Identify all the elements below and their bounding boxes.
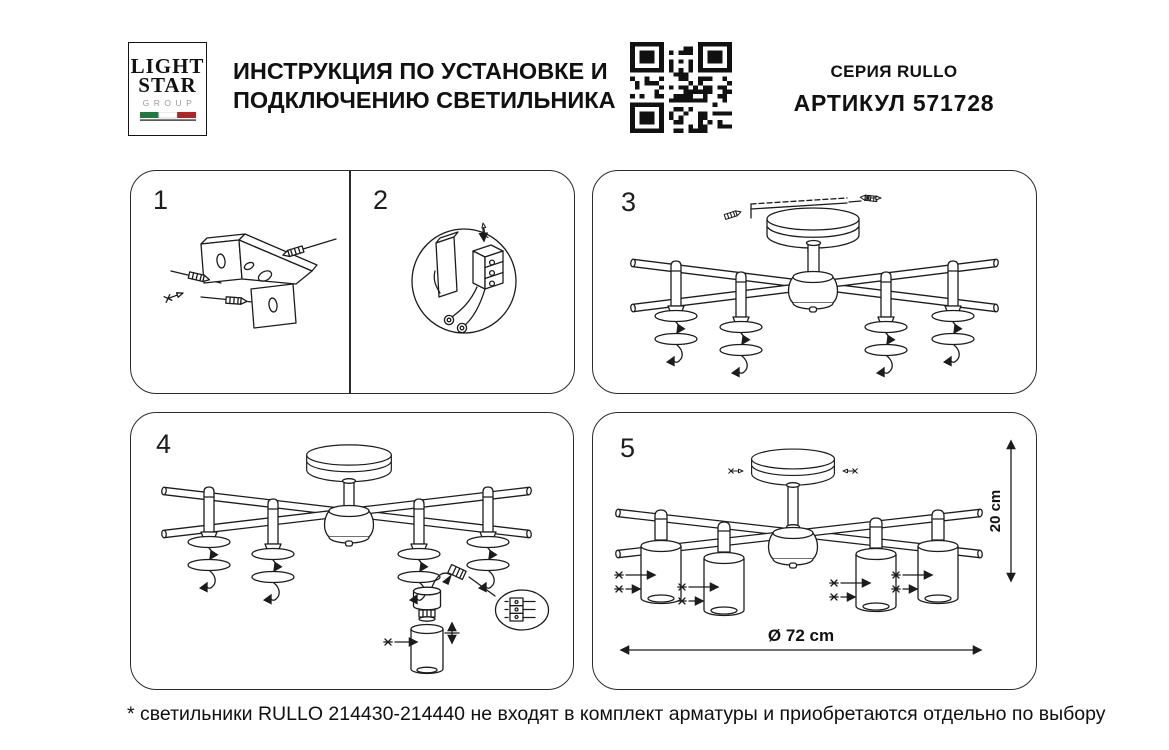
brand-logo <box>128 42 207 136</box>
step-panel-3 <box>592 170 1037 394</box>
lamp-shade <box>411 625 443 674</box>
flag-white-segment <box>158 112 177 118</box>
step-number-5: 5 <box>620 433 636 463</box>
height-dimension-label: 20 cm <box>987 489 1004 533</box>
height-dimension <box>987 441 1011 581</box>
asterisk-mark <box>384 639 392 645</box>
terminal-block <box>473 245 503 289</box>
screw-icon <box>729 469 743 474</box>
step-panel-1-2 <box>130 170 575 394</box>
page-title <box>233 57 616 114</box>
logo-light: LIGHT <box>130 54 205 78</box>
hub <box>769 528 818 569</box>
steps-1-2-drawing <box>131 171 574 393</box>
lamp-hanger <box>932 261 974 362</box>
wire-lug <box>457 323 466 332</box>
lamp-shade <box>641 510 681 604</box>
product-info <box>788 62 1000 117</box>
dowel-icon <box>226 297 247 305</box>
dowel-icon <box>724 209 742 219</box>
terminal-detail-bubble <box>496 590 549 630</box>
shade-assembly-drawing <box>131 413 573 689</box>
hub <box>789 272 838 313</box>
lamp-shade <box>856 518 896 612</box>
flag-red-segment <box>177 112 196 118</box>
article-number: АРТИКУЛ 571728 <box>793 90 995 116</box>
stem <box>787 483 800 530</box>
logo-flag <box>140 112 196 121</box>
mounting-bracket-drawing <box>164 234 336 328</box>
lamp-hanger <box>467 487 509 588</box>
move-arrow-icon <box>445 623 459 643</box>
title-line-1: ИНСТРУКЦИЯ ПО УСТАНОВКЕ И <box>233 58 608 84</box>
qr-code <box>630 42 732 133</box>
lamp-hanger <box>252 499 294 600</box>
flag-green-segment <box>140 112 159 118</box>
diameter-dimension-label: Ø 72 cm <box>767 626 835 645</box>
wire-lug <box>444 315 453 324</box>
chandelier-frame-drawing <box>593 171 1036 393</box>
diameter-dimension <box>621 626 981 650</box>
wiring-detail-drawing <box>412 223 516 333</box>
series-label: СЕРИЯ RULLO <box>830 62 958 81</box>
assembled-fixture-drawing <box>593 413 1036 689</box>
screw-icon <box>843 469 857 474</box>
footnote: * светильники RULLO 214430-214440 не входят в комплект арматуры и приобретаются отдельно по выбору <box>127 703 1106 725</box>
lamp-shade <box>918 510 958 604</box>
step-number-4: 4 <box>156 429 172 459</box>
step-number-1: 1 <box>153 185 169 215</box>
lamp-shade <box>704 522 744 616</box>
lamp-hanger <box>865 272 907 373</box>
lamp-hanger <box>655 261 697 362</box>
step-number-3: 3 <box>621 187 637 217</box>
step-panel-4 <box>130 412 574 690</box>
logo-star: STAR <box>138 73 197 97</box>
step-number-2: 2 <box>373 185 389 215</box>
title-line-2: ПОДКЛЮЧЕНИЮ СВЕТИЛЬНИКА <box>233 86 616 113</box>
arrow-icon <box>442 574 452 585</box>
hub <box>325 506 374 547</box>
logo-group: GROUP <box>142 98 197 108</box>
lamp-hanger <box>398 499 440 600</box>
step-panel-5 <box>592 412 1037 690</box>
lamp-hanger <box>720 272 762 373</box>
screw-icon <box>164 290 184 302</box>
flag-underline <box>140 119 196 120</box>
